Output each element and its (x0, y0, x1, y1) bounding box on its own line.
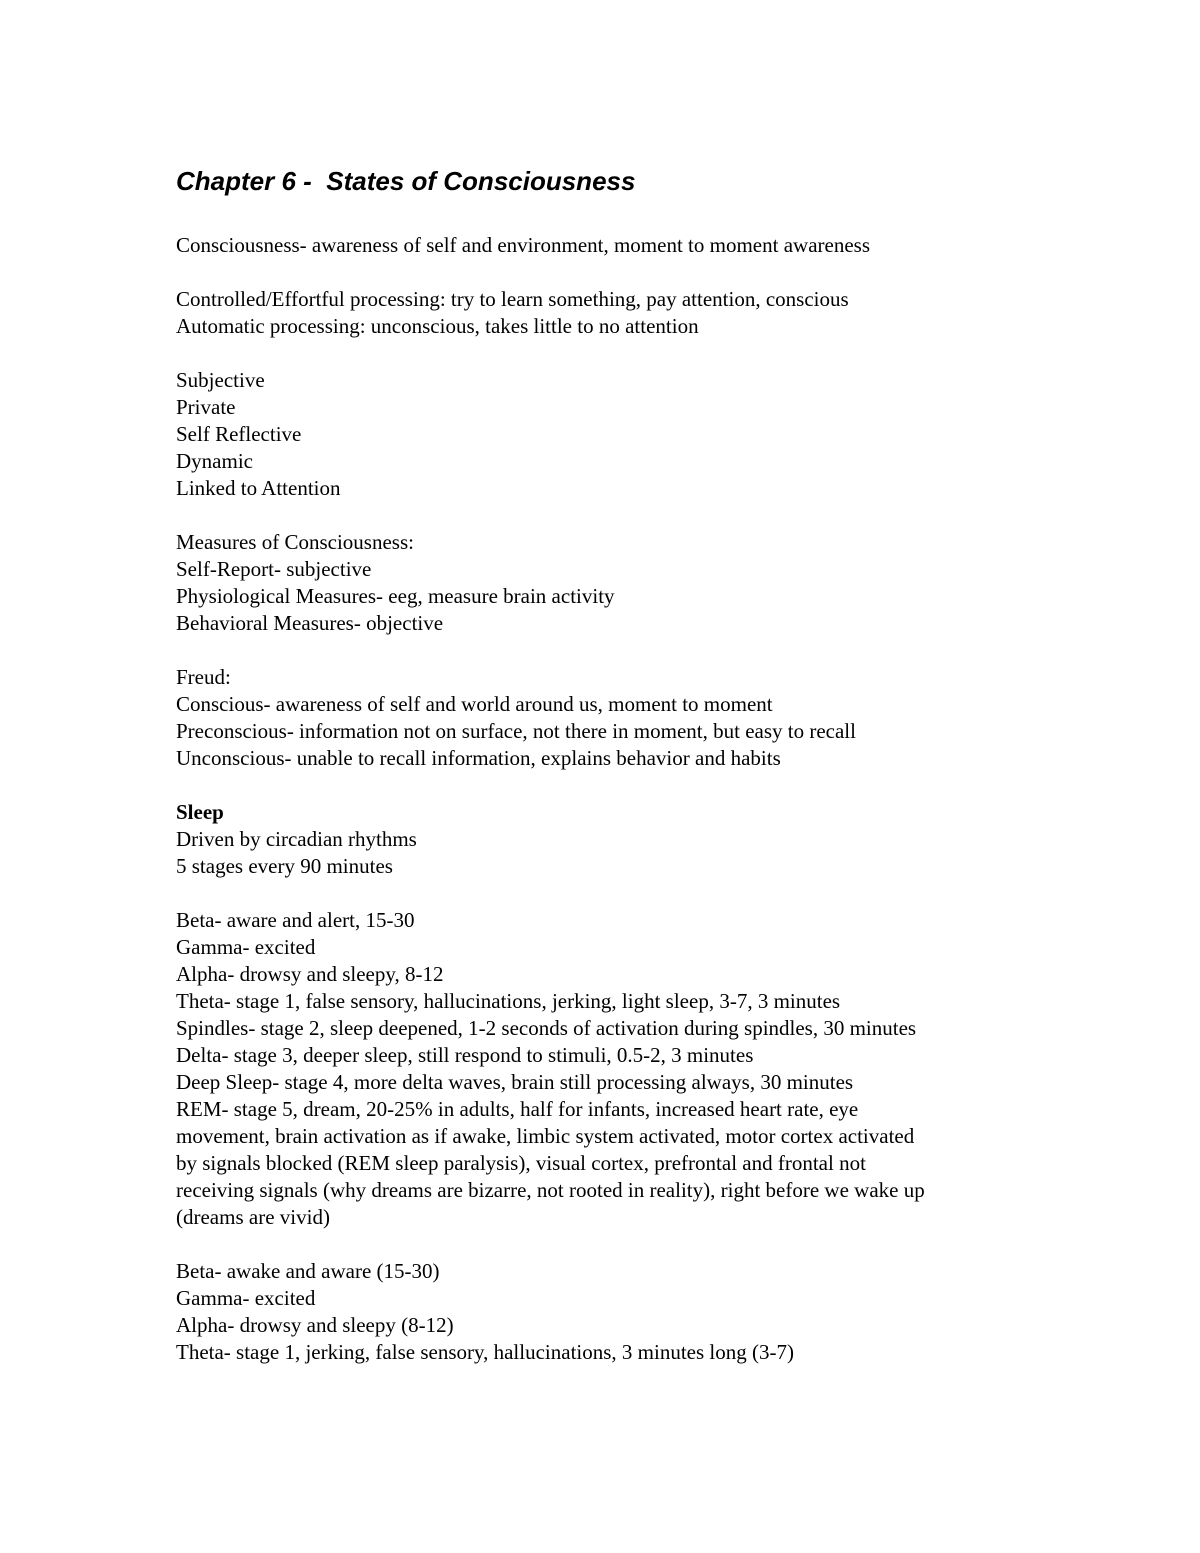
paragraph-gap (176, 1231, 1056, 1258)
chapter-title: Chapter 6 - States of Consciousness (176, 166, 636, 196)
stage-line: (dreams are vivid) (176, 1205, 330, 1229)
summary-line: Gamma- excited (176, 1286, 316, 1310)
stage-line: by signals blocked (REM sleep paralysis), visual cortex, prefrontal and frontal not (176, 1151, 866, 1175)
summary-line: Alpha- drowsy and sleepy (8-12) (176, 1313, 454, 1337)
stage-line: Alpha- drowsy and sleepy, 8-12 (176, 962, 444, 986)
paragraph-gap (176, 880, 1056, 907)
measures-line: Behavioral Measures- objective (176, 611, 444, 635)
document-body (176, 166, 1056, 1366)
paragraph-gap (176, 502, 1056, 529)
trait-line: Dynamic (176, 449, 253, 473)
stage-line: Deep Sleep- stage 4, more delta waves, brain still processing always, 30 minutes (176, 1070, 854, 1094)
freud-line: Unconscious- unable to recall information, explains behavior and habits (176, 746, 781, 770)
processing-line: Controlled/Effortful processing: try to learn something, pay attention, conscious (176, 287, 849, 311)
stage-line: receiving signals (why dreams are bizarre, not rooted in reality), right before we wake up (176, 1178, 925, 1202)
freud-heading: Freud: (176, 665, 231, 689)
paragraph-gap (176, 259, 1056, 286)
stage-line: Beta- aware and alert, 15-30 (176, 908, 415, 932)
summary-line: Beta- awake and aware (15-30) (176, 1259, 440, 1283)
measures-heading: Measures of Consciousness: (176, 530, 414, 554)
trait-line: Subjective (176, 368, 265, 392)
paragraph-gap (176, 772, 1056, 799)
stage-line: Delta- stage 3, deeper sleep, still respond to stimuli, 0.5-2, 3 minutes (176, 1043, 754, 1067)
paragraph-gap (176, 340, 1056, 367)
stage-line: Spindles- stage 2, sleep deepened, 1-2 seconds of activation during spindles, 30 minutes (176, 1016, 917, 1040)
measures-line: Self-Report- subjective (176, 557, 372, 581)
freud-line: Preconscious- information not on surface, not there in moment, but easy to recall (176, 719, 856, 743)
stage-line: Gamma- excited (176, 935, 316, 959)
summary-line: Theta- stage 1, jerking, false sensory, hallucinations, 3 minutes long (3-7) (176, 1340, 794, 1364)
trait-line: Self Reflective (176, 422, 302, 446)
processing-line: Automatic processing: unconscious, takes little to no attention (176, 314, 699, 338)
sleep-heading: Sleep (176, 800, 224, 824)
paragraph-gap (176, 637, 1056, 664)
sleep-line: 5 stages every 90 minutes (176, 854, 393, 878)
measures-line: Physiological Measures- eeg, measure brain activity (176, 584, 615, 608)
freud-line: Conscious- awareness of self and world around us, moment to moment (176, 692, 773, 716)
stage-line: Theta- stage 1, false sensory, hallucinations, jerking, light sleep, 3-7, 3 minutes (176, 989, 841, 1013)
stage-line: REM- stage 5, dream, 20-25% in adults, half for infants, increased heart rate, eye (176, 1097, 859, 1121)
trait-line: Linked to Attention (176, 476, 341, 500)
sleep-line: Driven by circadian rhythms (176, 827, 417, 851)
trait-line: Private (176, 395, 236, 419)
stage-line: movement, brain activation as if awake, limbic system activated, motor cortex activated (176, 1124, 915, 1148)
consciousness-definition: Consciousness- awareness of self and environment, moment to moment awareness (176, 233, 870, 257)
